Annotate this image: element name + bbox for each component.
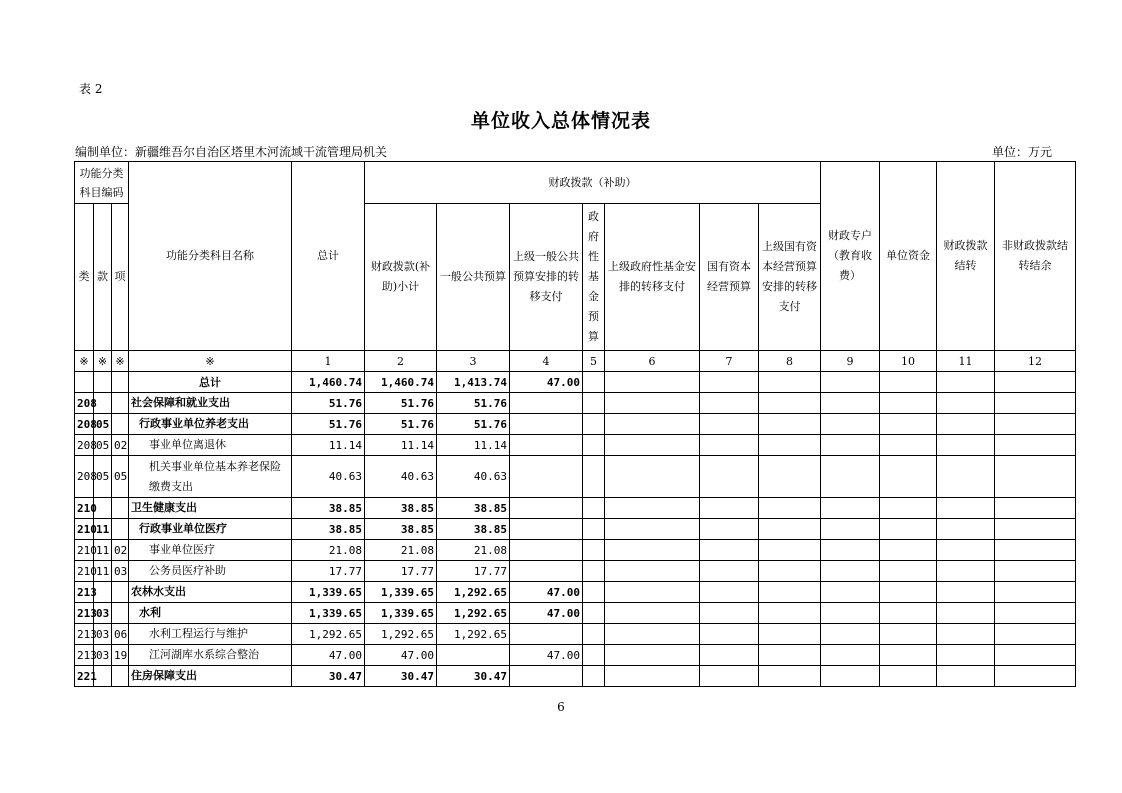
total-cell: 21.08 bbox=[292, 540, 365, 561]
gov-fund-header: 政府性基金预算 bbox=[583, 204, 605, 351]
table-row bbox=[75, 561, 1076, 582]
subtotal-cell: 40.63 bbox=[365, 456, 437, 498]
transfer-cell bbox=[510, 561, 583, 582]
total-cell: 40.63 bbox=[292, 456, 365, 498]
general-cell: 38.85 bbox=[437, 519, 510, 540]
index-cell: 7 bbox=[700, 351, 759, 372]
total-cell: 1,292.65 bbox=[292, 624, 365, 645]
total-cell: 1,339.65 bbox=[292, 603, 365, 624]
general-cell: 1,292.65 bbox=[437, 603, 510, 624]
total-cell: 30.47 bbox=[292, 666, 365, 687]
xiang-cell bbox=[112, 519, 129, 540]
table-row bbox=[75, 624, 1076, 645]
general-cell: 21.08 bbox=[437, 540, 510, 561]
xiang-cell bbox=[112, 498, 129, 519]
page-number: 6 bbox=[557, 700, 565, 714]
transfer-cell bbox=[510, 519, 583, 540]
table-row bbox=[75, 372, 1076, 393]
xiang-cell bbox=[112, 393, 129, 414]
index-cell: ※ bbox=[94, 351, 112, 372]
general-cell: 1,413.74 bbox=[437, 372, 510, 393]
xiang-cell bbox=[112, 582, 129, 603]
index-cell: 1 bbox=[292, 351, 365, 372]
general-cell: 40.63 bbox=[437, 456, 510, 498]
fiscal-carryover-header: 财政拨款结转 bbox=[937, 162, 995, 351]
xiang-cell: 03 bbox=[112, 561, 129, 582]
table-row bbox=[75, 414, 1076, 435]
general-cell: 30.47 bbox=[437, 666, 510, 687]
page-title: 单位收入总体情况表 bbox=[470, 110, 651, 132]
table-row bbox=[75, 666, 1076, 687]
transfer-cell bbox=[510, 540, 583, 561]
name-cell: 社会保障和就业支出 bbox=[129, 393, 292, 414]
lei-cell: 213 bbox=[75, 582, 94, 603]
subtotal-cell: 30.47 bbox=[365, 666, 437, 687]
lei-cell: 213 bbox=[75, 603, 94, 624]
total-cell: 1,460.74 bbox=[292, 372, 365, 393]
index-cell: 10 bbox=[880, 351, 937, 372]
xiang-cell bbox=[112, 666, 129, 687]
general-cell: 17.77 bbox=[437, 561, 510, 582]
subtotal-cell: 51.76 bbox=[365, 414, 437, 435]
index-cell: 5 bbox=[583, 351, 605, 372]
table-row bbox=[75, 540, 1076, 561]
transfer-cell bbox=[510, 414, 583, 435]
xiang-cell bbox=[112, 372, 129, 393]
table-label: 表 2 bbox=[79, 82, 103, 96]
edu-special-header: 财政专户（教育收费） bbox=[821, 162, 880, 351]
table-row bbox=[75, 435, 1076, 456]
index-cell: 2 bbox=[365, 351, 437, 372]
general-cell: 11.14 bbox=[437, 435, 510, 456]
kuan-cell: 05 bbox=[94, 414, 112, 435]
name-cell: 事业单位离退休 bbox=[129, 435, 292, 456]
name-cell: 卫生健康支出 bbox=[129, 498, 292, 519]
xiang-cell: 05 bbox=[112, 456, 129, 498]
xiang-cell bbox=[112, 603, 129, 624]
func-code-header: 功能分类科目编码 bbox=[75, 162, 129, 204]
general-cell: 51.76 bbox=[437, 414, 510, 435]
index-cell: 9 bbox=[821, 351, 880, 372]
transfer-cell bbox=[510, 393, 583, 414]
kuan-cell: 03 bbox=[94, 603, 112, 624]
state-capital-header: 国有资本经营预算 bbox=[700, 204, 759, 351]
total-cell: 11.14 bbox=[292, 435, 365, 456]
subtotal-cell: 21.08 bbox=[365, 540, 437, 561]
table-row bbox=[75, 519, 1076, 540]
name-cell: 机关事业单位基本养老保险缴费支出 bbox=[129, 456, 292, 498]
lei-cell: 213 bbox=[75, 645, 94, 666]
kuan-cell: 05 bbox=[94, 456, 112, 498]
kuan-cell: 11 bbox=[94, 519, 112, 540]
total-header: 总计 bbox=[292, 162, 365, 351]
table-row bbox=[75, 582, 1076, 603]
name-cell: 江河湖库水系综合整治 bbox=[129, 645, 292, 666]
kuan-cell: 11 bbox=[94, 561, 112, 582]
index-cell: 3 bbox=[437, 351, 510, 372]
table-row bbox=[75, 498, 1076, 519]
kuan-cell: 11 bbox=[94, 540, 112, 561]
transfer-capital-header: 上级国有资本经营预算安排的转移支付 bbox=[759, 204, 821, 351]
fiscal-group-header: 财政拨款（补助） bbox=[365, 162, 821, 204]
currency-unit: 单位：万元 bbox=[991, 145, 1052, 159]
kuan-cell: 03 bbox=[94, 624, 112, 645]
subtotal-cell: 38.85 bbox=[365, 498, 437, 519]
lei-cell: 210 bbox=[75, 561, 94, 582]
lei-cell: 221 bbox=[75, 666, 94, 687]
fiscal-subtotal-header: 财政拨款(补助)小计 bbox=[365, 204, 437, 351]
unit-funds-header: 单位资金 bbox=[880, 162, 937, 351]
total-cell: 1,339.65 bbox=[292, 582, 365, 603]
transfer-fund-header: 上级政府性基金安排的转移支付 bbox=[605, 204, 700, 351]
kuan-cell bbox=[94, 372, 112, 393]
name-cell: 农林水支出 bbox=[129, 582, 292, 603]
general-cell: 1,292.65 bbox=[437, 582, 510, 603]
xiang-cell: 19 bbox=[112, 645, 129, 666]
lei-cell: 208 bbox=[75, 393, 94, 414]
kuan-header: 款 bbox=[94, 204, 112, 351]
lei-cell: 210 bbox=[75, 519, 94, 540]
lei-cell: 210 bbox=[75, 498, 94, 519]
general-cell bbox=[437, 645, 510, 666]
kuan-cell: 03 bbox=[94, 645, 112, 666]
xiang-cell: 02 bbox=[112, 435, 129, 456]
name-cell: 行政事业单位医疗 bbox=[129, 519, 292, 540]
name-cell: 行政事业单位养老支出 bbox=[129, 414, 292, 435]
index-cell: 8 bbox=[759, 351, 821, 372]
index-cell: 4 bbox=[510, 351, 583, 372]
subtotal-cell: 47.00 bbox=[365, 645, 437, 666]
name-cell: 水利工程运行与维护 bbox=[129, 624, 292, 645]
name-cell: 公务员医疗补助 bbox=[129, 561, 292, 582]
transfer-general-header: 上级一般公共预算安排的转移支付 bbox=[510, 204, 583, 351]
total-cell: 38.85 bbox=[292, 498, 365, 519]
index-cell: 12 bbox=[995, 351, 1076, 372]
table-row bbox=[75, 456, 1076, 498]
general-budget-header: 一般公共预算 bbox=[437, 204, 510, 351]
transfer-cell: 47.00 bbox=[510, 645, 583, 666]
index-cell: 6 bbox=[605, 351, 700, 372]
general-cell: 1,292.65 bbox=[437, 624, 510, 645]
subtotal-cell: 11.14 bbox=[365, 435, 437, 456]
transfer-cell bbox=[510, 498, 583, 519]
lei-cell: 213 bbox=[75, 624, 94, 645]
lei-cell: 210 bbox=[75, 540, 94, 561]
index-cell: ※ bbox=[75, 351, 94, 372]
name-cell: 总计 bbox=[129, 372, 292, 393]
kuan-cell: 05 bbox=[94, 435, 112, 456]
transfer-cell: 47.00 bbox=[510, 372, 583, 393]
transfer-cell: 47.00 bbox=[510, 582, 583, 603]
transfer-cell bbox=[510, 666, 583, 687]
subtotal-cell: 1,460.74 bbox=[365, 372, 437, 393]
index-cell: 11 bbox=[937, 351, 995, 372]
xiang-cell bbox=[112, 414, 129, 435]
index-row bbox=[75, 351, 1076, 372]
subtotal-cell: 1,292.65 bbox=[365, 624, 437, 645]
subtotal-cell: 51.76 bbox=[365, 393, 437, 414]
lei-cell: 208 bbox=[75, 435, 94, 456]
nonfiscal-carryover-header: 非财政拨款结转结余 bbox=[995, 162, 1076, 351]
total-cell: 38.85 bbox=[292, 519, 365, 540]
xiang-header: 项 bbox=[112, 204, 129, 351]
transfer-cell bbox=[510, 435, 583, 456]
subtotal-cell: 1,339.65 bbox=[365, 603, 437, 624]
lei-cell: 208 bbox=[75, 414, 94, 435]
table-row bbox=[75, 393, 1076, 414]
general-cell: 51.76 bbox=[437, 393, 510, 414]
lei-cell: 208 bbox=[75, 456, 94, 498]
total-cell: 17.77 bbox=[292, 561, 365, 582]
transfer-cell bbox=[510, 456, 583, 498]
general-cell: 38.85 bbox=[437, 498, 510, 519]
lei-cell bbox=[75, 372, 94, 393]
table-row bbox=[75, 645, 1076, 666]
index-cell: ※ bbox=[129, 351, 292, 372]
income-table bbox=[74, 161, 1076, 687]
transfer-cell: 47.00 bbox=[510, 603, 583, 624]
total-cell: 51.76 bbox=[292, 393, 365, 414]
index-cell: ※ bbox=[112, 351, 129, 372]
name-cell: 事业单位医疗 bbox=[129, 540, 292, 561]
xiang-cell: 02 bbox=[112, 540, 129, 561]
table-row bbox=[75, 603, 1076, 624]
name-cell: 住房保障支出 bbox=[129, 666, 292, 687]
total-cell: 51.76 bbox=[292, 414, 365, 435]
subtotal-cell: 38.85 bbox=[365, 519, 437, 540]
transfer-cell bbox=[510, 624, 583, 645]
subtotal-cell: 1,339.65 bbox=[365, 582, 437, 603]
total-cell: 47.00 bbox=[292, 645, 365, 666]
xiang-cell: 06 bbox=[112, 624, 129, 645]
subtotal-cell: 17.77 bbox=[365, 561, 437, 582]
name-cell: 水利 bbox=[129, 603, 292, 624]
lei-header: 类 bbox=[75, 204, 94, 351]
compiler-unit: 编制单位：新疆维吾尔自治区塔里木河流域干流管理局机关 bbox=[75, 145, 388, 159]
func-name-header: 功能分类科目名称 bbox=[129, 162, 292, 351]
